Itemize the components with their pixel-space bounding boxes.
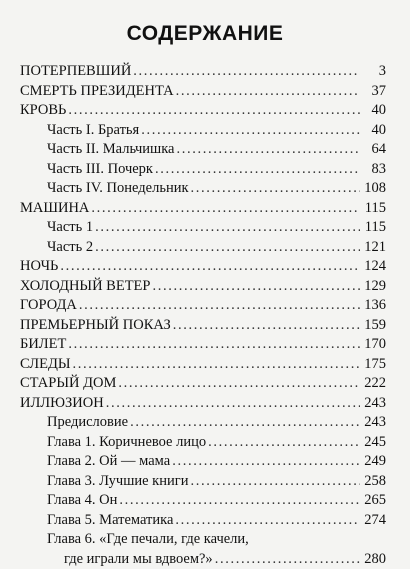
toc-entry[interactable]	[20, 296, 386, 316]
dot-leader	[60, 257, 360, 277]
toc-entry-title: Часть III. Почерк	[47, 160, 153, 180]
toc-entry-title: Глава 3. Лучшие книги	[47, 472, 188, 492]
toc-entry[interactable]	[20, 530, 386, 569]
toc-entry-page: 3	[362, 62, 386, 82]
dot-leader	[91, 199, 360, 219]
toc-entry[interactable]	[20, 335, 386, 355]
toc-entry-title: Часть 2	[47, 238, 93, 258]
dot-leader	[106, 394, 360, 414]
toc-entry-page: 258	[362, 472, 386, 492]
page-title: СОДЕРЖАНИЕ	[0, 22, 410, 46]
toc-entry-title: Глава 6. «Где печали, где качели,	[47, 530, 386, 550]
dot-leader	[190, 472, 360, 492]
toc-entry[interactable]	[20, 121, 386, 141]
toc-entry-page: 265	[362, 491, 386, 511]
toc-entry-page: 40	[362, 101, 386, 121]
toc-entry[interactable]	[20, 433, 386, 453]
toc-entry[interactable]	[20, 160, 386, 180]
toc-entry[interactable]	[20, 199, 386, 219]
toc-entry-title: ИЛЛЮЗИОН	[20, 394, 104, 414]
toc-entry-page: 170	[362, 335, 386, 355]
toc-entry-title: Глава 4. Он	[47, 491, 117, 511]
dot-leader	[68, 335, 360, 355]
toc-entry-page: 108	[362, 179, 386, 199]
dot-leader	[172, 452, 360, 472]
dot-leader	[95, 238, 360, 258]
toc-entry-title: Часть 1	[47, 218, 93, 238]
dot-leader	[215, 550, 360, 569]
toc-entry[interactable]	[20, 62, 386, 82]
toc-entry-title: Часть I. Братья	[47, 121, 139, 141]
toc-entry-page: 40	[362, 121, 386, 141]
dot-leader	[79, 296, 360, 316]
toc-entry[interactable]	[20, 277, 386, 297]
toc-entry-page: 222	[362, 374, 386, 394]
toc-list	[20, 62, 386, 530]
toc-entry[interactable]	[20, 82, 386, 102]
toc-entry-title: ПРЕМЬЕРНЫЙ ПОКАЗ	[20, 316, 171, 336]
toc-entry-page: 280	[362, 550, 386, 569]
toc-entry-page: 175	[362, 355, 386, 375]
toc-entry-title: СТАРЫЙ ДОМ	[20, 374, 116, 394]
toc-entry-title: КРОВЬ	[20, 101, 66, 121]
toc-entry-title: Глава 5. Математика	[47, 511, 173, 531]
toc-entry[interactable]	[20, 355, 386, 375]
toc-entry[interactable]	[20, 394, 386, 414]
dot-leader	[73, 355, 360, 375]
toc-entry[interactable]	[20, 374, 386, 394]
toc-entry[interactable]	[20, 238, 386, 258]
toc-entry[interactable]	[20, 491, 386, 511]
toc-entry[interactable]	[20, 511, 386, 531]
toc-entry-title: НОЧЬ	[20, 257, 58, 277]
toc-entry-title: БИЛЕТ	[20, 335, 66, 355]
dot-leader	[208, 433, 360, 453]
toc-entry[interactable]	[20, 413, 386, 433]
toc-entry-title: ХОЛОДНЫЙ ВЕТЕР	[20, 277, 150, 297]
toc-entry-page: 249	[362, 452, 386, 472]
dot-leader	[119, 491, 360, 511]
toc-entry-page: 243	[362, 413, 386, 433]
toc-entry-page: 64	[362, 140, 386, 160]
toc-entry[interactable]	[20, 140, 386, 160]
toc-entry-page: 159	[362, 316, 386, 336]
toc-entry-page: 129	[362, 277, 386, 297]
dot-leader	[130, 413, 360, 433]
toc-entry[interactable]	[20, 218, 386, 238]
toc-entry-title: Предисловие	[47, 413, 128, 433]
toc-entry-page: 136	[362, 296, 386, 316]
toc-entry[interactable]	[20, 316, 386, 336]
dot-leader	[118, 374, 360, 394]
toc-entry[interactable]	[20, 472, 386, 492]
dot-leader	[95, 218, 360, 238]
toc-entry-title: СМЕРТЬ ПРЕЗИДЕНТА	[20, 82, 174, 102]
toc-entry[interactable]	[20, 101, 386, 121]
toc-entry-title: Часть II. Мальчишка	[47, 140, 174, 160]
dot-leader	[155, 160, 360, 180]
toc-entry-title-cont: где играли мы вдвоем?»	[64, 550, 213, 569]
dot-leader	[152, 277, 360, 297]
toc-entry-page: 115	[362, 218, 386, 238]
toc-entry-page: 121	[362, 238, 386, 258]
toc-entry-page: 124	[362, 257, 386, 277]
toc-entry-page: 274	[362, 511, 386, 531]
table-of-contents	[20, 62, 386, 569]
toc-entry-page: 83	[362, 160, 386, 180]
dot-leader	[191, 179, 360, 199]
toc-entry-title: МАШИНА	[20, 199, 89, 219]
toc-entry-title: СЛЕДЫ	[20, 355, 71, 375]
toc-entry[interactable]	[20, 452, 386, 472]
dot-leader	[176, 140, 360, 160]
dot-leader	[141, 121, 360, 141]
dot-leader	[175, 511, 360, 531]
toc-entry[interactable]	[20, 179, 386, 199]
dot-leader	[176, 82, 360, 102]
toc-entry-page: 243	[362, 394, 386, 414]
toc-entry-page: 245	[362, 433, 386, 453]
toc-entry-title: Глава 1. Коричневое лицо	[47, 433, 206, 453]
dot-leader	[68, 101, 360, 121]
toc-entry[interactable]	[20, 257, 386, 277]
toc-entry-title: Часть IV. Понедельник	[47, 179, 189, 199]
toc-entry-page: 37	[362, 82, 386, 102]
toc-entry-continuation	[47, 550, 386, 569]
toc-entry-page: 115	[362, 199, 386, 219]
dot-leader	[173, 316, 360, 336]
dot-leader	[133, 62, 360, 82]
toc-entry-title: Глава 2. Ой — мама	[47, 452, 170, 472]
toc-entry-title: ГОРОДА	[20, 296, 77, 316]
toc-entry-title: ПОТЕРПЕВШИЙ	[20, 62, 131, 82]
